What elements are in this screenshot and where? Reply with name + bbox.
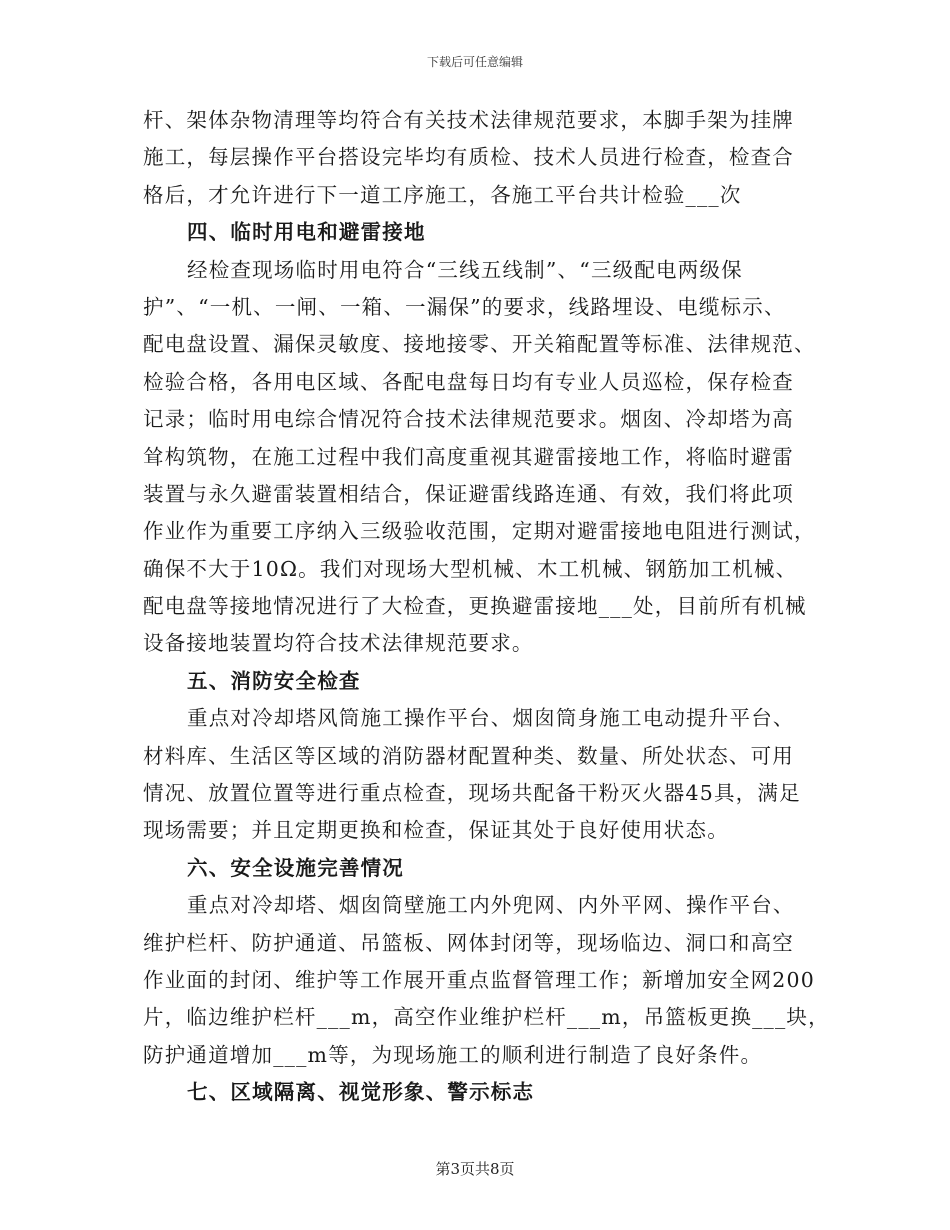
paragraph-line: 设备接地装置均符合技术法律规范要求。 <box>143 631 534 656</box>
paragraph-line: 经检查现场临时用电符合“三线五线制”、“三级配电两级保 <box>187 257 743 282</box>
paragraph-line: 确保不大于10Ω。我们对现场大型机械、木工机械、钢筋加工机械、 <box>143 556 798 581</box>
paragraph-line: 记录；临时用电综合情况符合技术法律规范要求。烟囱、冷却塔为高 <box>143 407 794 432</box>
paragraph-line: 维护栏杆、防护通道、吊篮板、网体封闭等，现场临边、洞口和高空 <box>143 930 794 955</box>
section-heading: 四、临时用电和避雷接地 <box>187 220 426 245</box>
paragraph-line: 检验合格，各用电区域、各配电盘每日均有专业人员巡检，保存检查 <box>143 369 794 394</box>
paragraph-line: 重点对冷却塔、烟囱筒壁施工内外兜网、内外平网、操作平台、 <box>187 893 795 918</box>
paragraph-line: 杆、架体杂物清理等均符合有关技术法律规范要求，本脚手架为挂牌 <box>143 108 794 132</box>
paragraph-line: 情况、放置位置等进行重点检查，现场共配备干粉灭火器45具，满足 <box>143 781 801 806</box>
header-note: 下载后可任意编辑 <box>426 55 523 69</box>
paragraph-line: 材料库、生活区等区域的消防器材配置种类、数量、所处状态、可用 <box>143 743 794 768</box>
section-heading: 六、安全设施完善情况 <box>187 855 404 880</box>
paragraph-line: 耸构筑物，在施工过程中我们高度重视其避雷接地工作，将临时避雷 <box>143 444 794 469</box>
section-heading: 七、区域隔离、视觉形象、警示标志 <box>187 1080 535 1105</box>
paragraph-line: 装置与永久避雷装置相结合，保证避雷线路连通、有效，我们将此项 <box>143 481 794 506</box>
paragraph-line: 片，临边维护栏杆___m，高空作业维护栏杆___m，吊篮板更换___块， <box>143 1005 830 1030</box>
paragraph-line: 配电盘设置、漏保灵敏度、接地接零、开关箱配置等标准、法律规范、 <box>143 332 816 357</box>
paragraph-line: 护”、“一机、一闸、一箱、一漏保”的要求，线路埋设、电缆标示、 <box>143 294 786 319</box>
paragraph-line: 施工，每层操作平台搭设完毕均有质检、技术人员进行检查，检查合 <box>143 145 794 170</box>
paragraph-line: 配电盘等接地情况进行了大检查，更换避雷接地___处，目前所有机械 <box>143 594 807 619</box>
page-number: 第3页共8页 <box>435 1160 515 1178</box>
paragraph-line: 现场需要；并且定期更换和检查，保证其处于良好使用状态。 <box>143 818 729 843</box>
section-heading: 五、消防安全检查 <box>187 668 361 693</box>
paragraph-line: 作业面的封闭、维护等工作展开重点监督管理工作；新增加安全网200 <box>143 967 816 992</box>
paragraph-line: 格后，才允许进行下一道工序施工，各施工平台共计检验___次 <box>143 182 742 207</box>
paragraph-line: 重点对冷却塔风筒施工操作平台、烟囱筒身施工电动提升平台、 <box>187 706 795 731</box>
paragraph-line: 作业作为重要工序纳入三级验收范围，定期对避雷接地电阻进行测试， <box>143 519 816 544</box>
document-body <box>143 102 830 1112</box>
paragraph-line: 防护通道增加___m等，为现场施工的顺利进行制造了良好条件。 <box>143 1042 763 1067</box>
